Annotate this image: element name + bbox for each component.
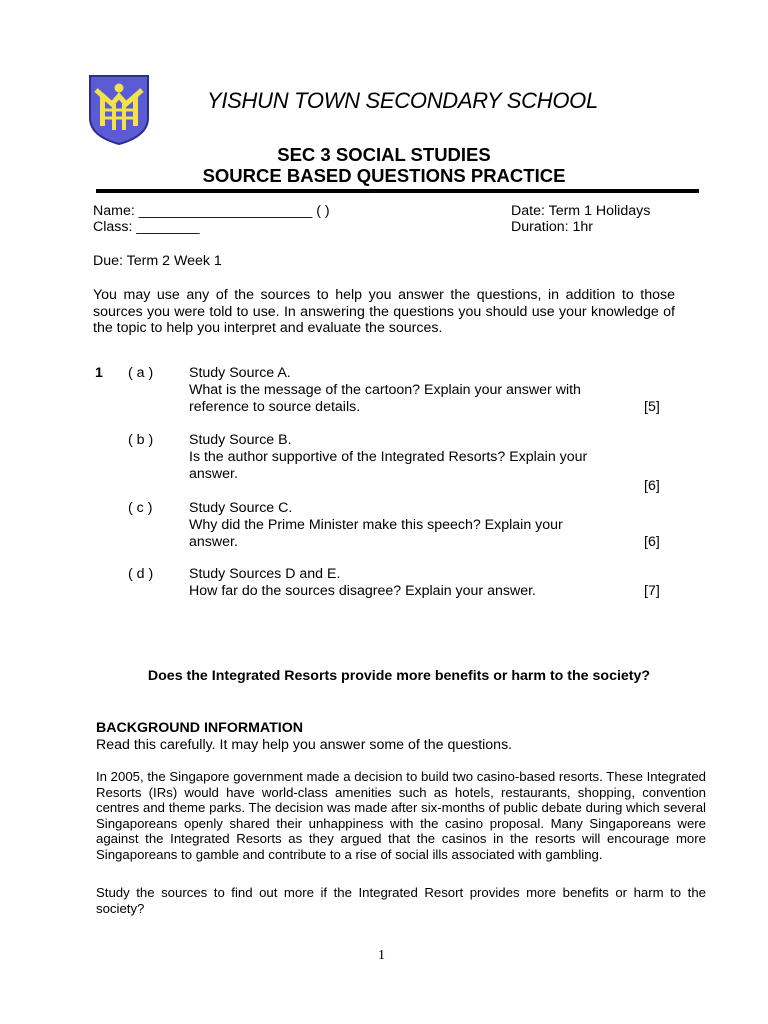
document-title-line1: SEC 3 SOCIAL STUDIES — [277, 144, 491, 165]
key-question: Does the Integrated Resorts provide more benefits or harm to the society? — [147, 668, 651, 684]
question-b-marks: [6] — [644, 478, 660, 494]
question-a-line1: Study Source A. — [189, 365, 291, 381]
date-field: Date: Term 1 Holidays — [511, 203, 651, 219]
question-d-line2: How far do the sources disagree? Explain your answer. — [189, 583, 536, 599]
school-logo — [88, 74, 150, 146]
background-closing: Study the sources to find out more if the Integrated Resort provides more benefits or harm to the society? — [96, 885, 706, 916]
class-field: Class: ________ — [93, 219, 200, 235]
name-field: Name: ______________________ ( ) — [93, 203, 330, 219]
question-c-marks: [6] — [644, 534, 660, 550]
background-intro: Read this carefully. It may help you answer some of the questions. — [96, 737, 513, 753]
question-a-line3: reference to source details. — [189, 399, 361, 415]
question-a-line2: What is the message of the cartoon? Explain your answer with — [189, 382, 581, 398]
document-title-line2: SOURCE BASED QUESTIONS PRACTICE — [202, 165, 566, 186]
school-name: YISHUN TOWN SECONDARY SCHOOL — [207, 88, 598, 113]
question-c-line1: Study Source C. — [189, 500, 293, 516]
duration-field: Duration: 1hr — [511, 219, 594, 235]
question-a-marks: [5] — [644, 399, 660, 415]
question-c-line3: answer. — [189, 534, 238, 550]
question-part-a: ( a ) — [128, 365, 154, 381]
question-d-line1: Study Sources D and E. — [189, 566, 341, 582]
question-part-d: ( d ) — [128, 566, 154, 582]
title-divider — [96, 189, 699, 193]
question-part-c: ( c ) — [128, 500, 153, 516]
question-part-b: ( b ) — [128, 432, 154, 448]
question-d-marks: [7] — [644, 583, 660, 599]
background-heading: BACKGROUND INFORMATION — [96, 720, 304, 736]
question-b-line3: answer. — [189, 466, 238, 482]
question-b-line2: Is the author supportive of the Integrated Resorts? Explain your — [189, 449, 588, 465]
instructions: You may use any of the sources to help you answer the questions, in addition to those sources you were told to use. In answering the questions you should use your knowledge of the topic to help you interpret and evaluate the sources. — [93, 287, 675, 337]
question-b-line1: Study Source B. — [189, 432, 292, 448]
page-number: 1 — [378, 948, 385, 963]
due-date: Due: Term 2 Week 1 — [93, 253, 222, 269]
question-c-line2: Why did the Prime Minister make this speech? Explain your — [189, 517, 563, 533]
question-number: 1 — [95, 365, 103, 381]
background-paragraph: In 2005, the Singapore government made a decision to build two casino-based resorts. These Integrated Resorts (IRs) would have world-class amenities such as hotels, restaurants, shopping, convention centres and theme parks. The decision was made after six-months of public debate during which several Singaporeans openly shared their unhappiness with the casino proposal. Many Singaporeans were against the Integrated Resorts as they argued that the casinos in the resorts will encourage more Singaporeans to gamble and contribute to a rise of social ills associated with gambling. — [96, 769, 706, 862]
